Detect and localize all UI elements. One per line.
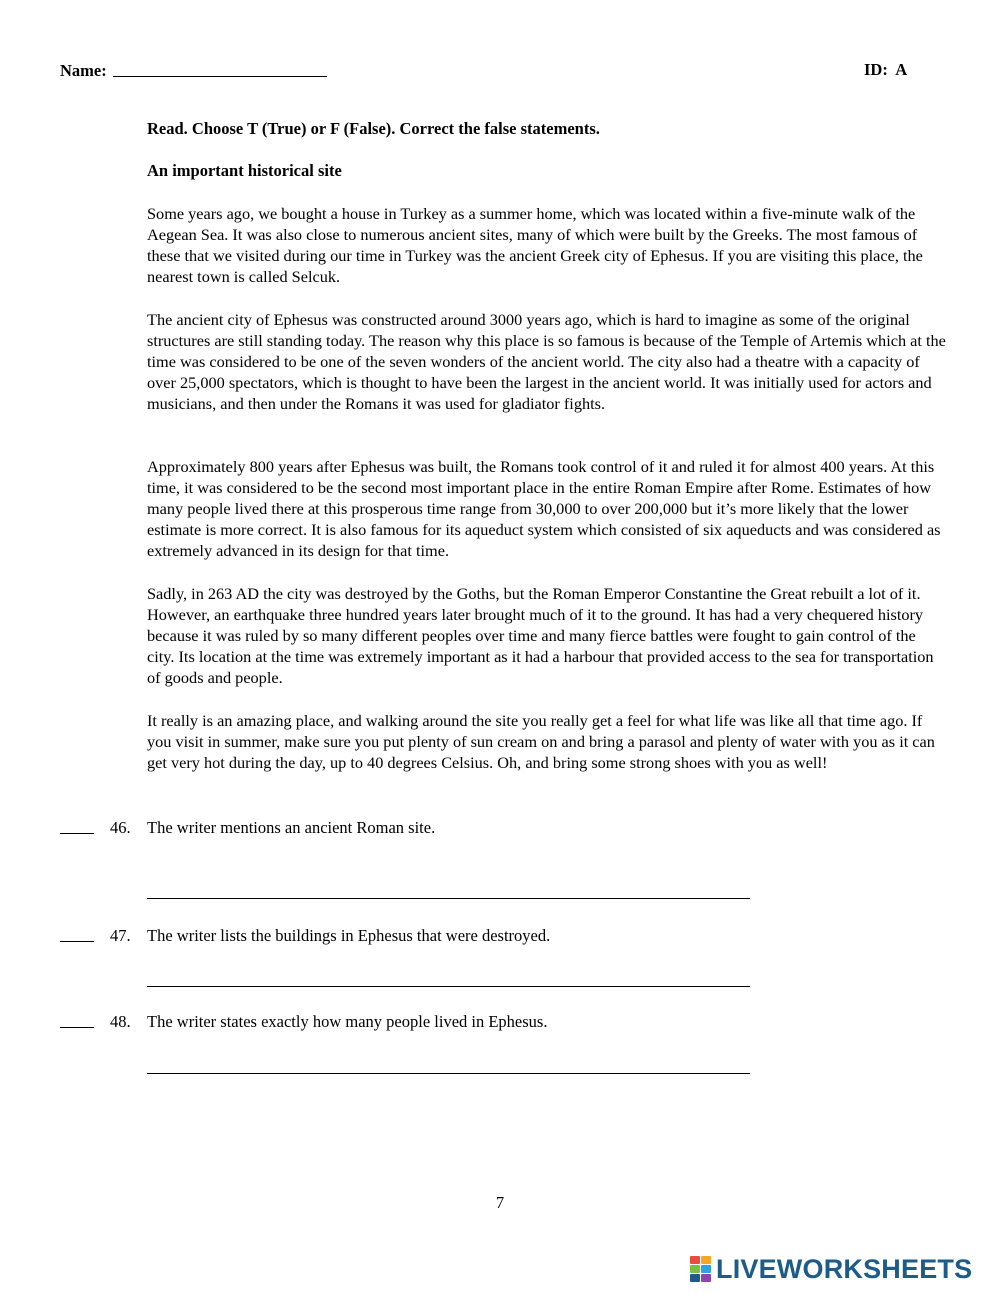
paragraph-3: Approximately 800 years after Ephesus was built, the Romans took control of it and ruled it for almost 400 years. At this time, it was considered to be the second most important place in the entire Roman Empire after Rome. Estimates of how many people lived there at this prosperous time range from 30,000 to over 200,000 but it’s more likely that the lower estimate is more correct. It is also famous for its aqueduct system which consisted of six aqueducts and was considered as extremely advanced in its design for that time.: [147, 457, 941, 560]
paragraph-5: It really is an amazing place, and walking around the site you really get a feel for what life was like all that time ago. If you visit in summer, make sure you put plenty of sun cream on and bring a parasol and plenty of water with you as it can get very hot during the day, up to 40 degrees Celsius. Oh, and bring some strong shoes with you as well!: [147, 711, 935, 772]
name-blank-line[interactable]: [113, 60, 327, 77]
question-text-48: The writer states exactly how many people lived in Ephesus.: [147, 1012, 548, 1031]
question-number-48: 48.: [110, 1012, 131, 1031]
question-text-47: The writer lists the buildings in Ephesus that were destroyed.: [147, 926, 551, 945]
correction-line-48[interactable]: [147, 1073, 750, 1074]
question-number-47: 47.: [110, 926, 131, 945]
correction-line-46[interactable]: [147, 898, 750, 899]
paragraph-4: Sadly, in 263 AD the city was destroyed by the Goths, but the Roman Emperor Constantine the Great rebuilt a lot of it. However, an earthquake three hundred years later brought much of it to the ground. It has had a very chequered history because it was ruled by so many different peoples over time and many fierce battles were fought to gain control of the city. Its location at the time was extremely important as it had a harbour that provided access to the sea for transportation of goods and people.: [147, 584, 934, 687]
id-field: [864, 60, 907, 80]
name-label: Name:: [60, 61, 107, 80]
paragraph-1: Some years ago, we bought a house in Turkey as a summer home, which was located within a five-minute walk of the Aegean Sea. It was also close to numerous ancient sites, many of which were built by the Greeks. The most famous of these that we visited during our time in Turkey was the ancient Greek city of Ephesus. If you are visiting this place, the nearest town is called Selcuk.: [147, 204, 923, 286]
liveworksheets-logo-icon: [690, 1256, 711, 1282]
reading-title: An important historical site: [147, 161, 342, 180]
correction-line-47[interactable]: [147, 986, 750, 987]
answer-blank-48[interactable]: [60, 1026, 94, 1028]
answer-blank-46[interactable]: [60, 832, 94, 834]
answer-blank-47[interactable]: [60, 940, 94, 942]
instructions: Read. Choose T (True) or F (False). Correct the false statements.: [147, 119, 600, 138]
paragraph-2: The ancient city of Ephesus was constructed around 3000 years ago, which is hard to imagine as some of the original structures are still standing today. The reason why this place is so famous is because of the Temple of Artemis which at the time was considered to be one of the seven wonders of the ancient world. The city also had a theatre with a capacity of over 25,000 spectators, which is thought to have been the largest in the ancient world. It was initially used for actors and musicians, and then under the Romans it was used for gladiator fights.: [147, 310, 946, 413]
id-label: ID:: [864, 60, 888, 79]
id-value: A: [895, 60, 908, 79]
page-number: 7: [495, 1193, 505, 1212]
name-field: [60, 60, 327, 81]
question-text-46: The writer mentions an ancient Roman site.: [147, 818, 436, 837]
liveworksheets-logo-text: LIVEWORKSHEETS: [716, 1254, 973, 1284]
question-number-46: 46.: [110, 818, 131, 837]
liveworksheets-logo: [690, 1254, 972, 1284]
